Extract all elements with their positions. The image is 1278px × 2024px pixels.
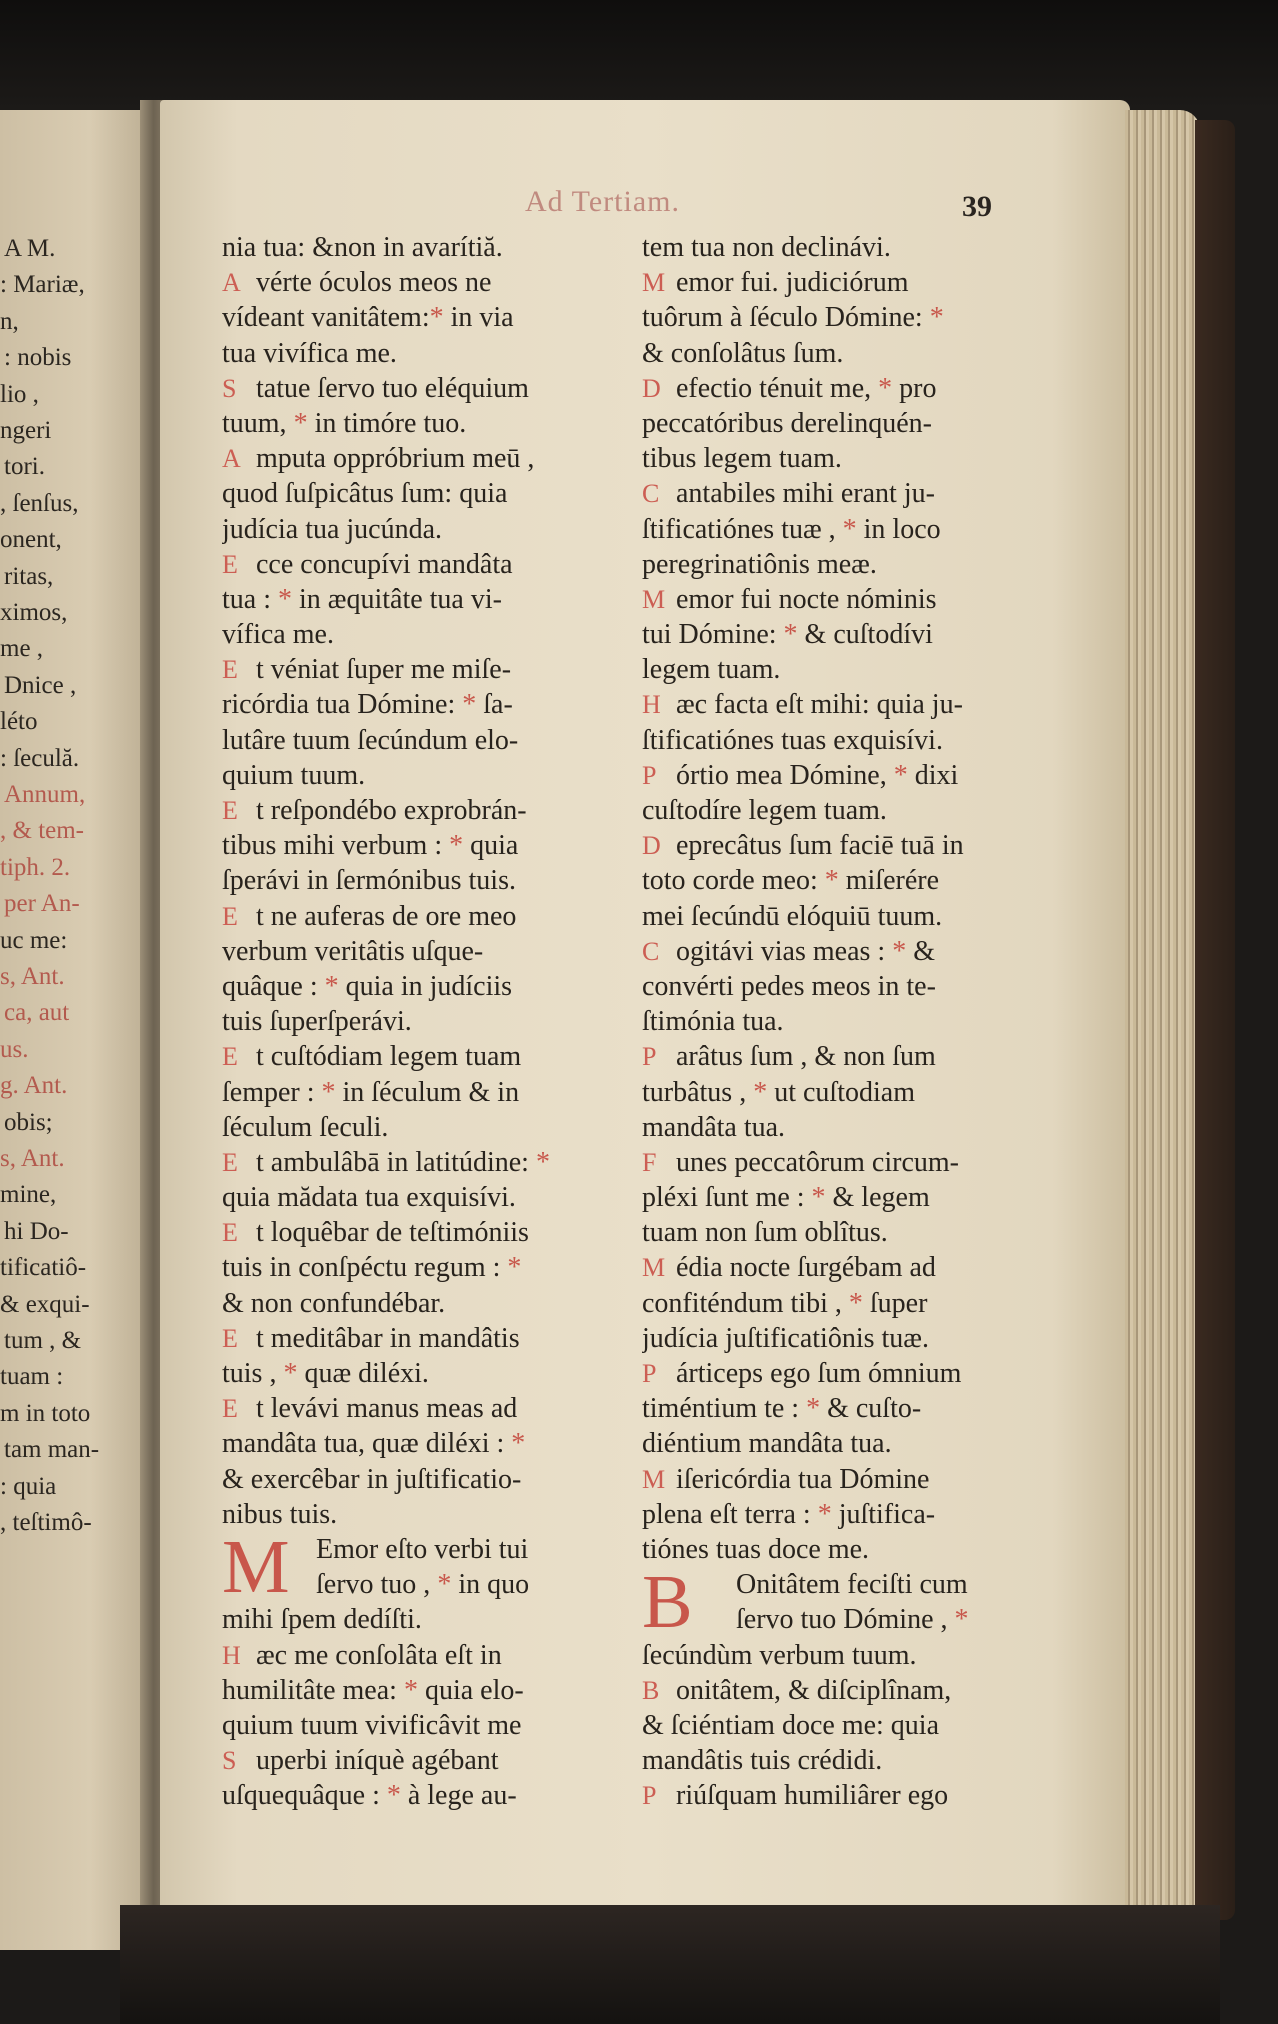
asterisk-mark: * — [403, 1674, 418, 1706]
verse-line: ſtimónia tua. — [642, 1006, 784, 1038]
verse-line: tuis in conſpéctu regum : * — [222, 1252, 522, 1284]
verse-line: mandâtis tuis crédidi. — [642, 1745, 883, 1777]
facing-page-fragment: onent, — [0, 526, 62, 554]
rubric-initial: P — [642, 1359, 657, 1388]
rubric-initial: M — [642, 584, 666, 614]
asterisk-mark: * — [848, 1287, 863, 1319]
verse-line: & exercêbar in juſtificatio- — [222, 1463, 522, 1495]
verse-line: peregrinatiônis meæ. — [642, 548, 877, 580]
asterisk-mark: * — [278, 583, 292, 615]
asterisk-mark: * — [462, 689, 477, 721]
verse-line: vídeant vanitâtem:* in via — [222, 302, 514, 334]
verse-line: & non confundébar. — [222, 1287, 446, 1319]
asterisk-mark: * — [437, 1569, 452, 1601]
facing-page-fragment: us. — [0, 1035, 29, 1063]
facing-page-fragment: uc me: — [0, 926, 68, 954]
asterisk-mark: * — [511, 1428, 526, 1460]
page-edges — [1125, 110, 1200, 1920]
verse-line: diéntium mandâta tua. — [642, 1428, 892, 1460]
book-binding — [1195, 120, 1235, 1920]
verse-line: tuôrum à ſéculo Dómine: * — [642, 302, 944, 334]
verse-line: C ogitávi vias meas : * & — [642, 934, 1062, 969]
verse-line: B onitâtem, & diſciplînam, — [642, 1673, 1062, 1708]
verse-line: A vérte ócυlos meos ne — [222, 265, 632, 300]
verse-line: mihi ſpem dedíſti. — [222, 1604, 422, 1636]
drop-cap: B — [642, 1560, 693, 1645]
facing-page-fragment: ximos, — [0, 599, 68, 626]
facing-page-fragment: m in toto — [0, 1399, 91, 1427]
drop-cap: M — [222, 1524, 290, 1609]
verse-line: convérti pedes meos in te- — [642, 970, 936, 1002]
verse-line: & ſciéntiam doce me: quia — [642, 1709, 940, 1741]
rubric-initial: E — [222, 1394, 238, 1424]
facing-page-fragment: tificatiô- — [0, 1254, 87, 1282]
verse-line: D eprecâtus ſum faciē tuā in — [642, 828, 1062, 863]
facing-page-fragment: obis; — [4, 1108, 53, 1136]
verse-line: & conſolâtus ſum. — [642, 337, 844, 369]
verse-line: ſtificatiónes tuas exquisívi. — [642, 724, 943, 756]
asterisk-mark: * — [824, 865, 839, 897]
verse-line: tuum, * in timóre tuo. — [222, 407, 467, 439]
rubric-initial: H — [642, 690, 661, 720]
rubric-initial: S — [222, 1746, 237, 1776]
bottom-shadow — [120, 1905, 1220, 2024]
verse-line: D efectio ténuit me, * pro — [642, 371, 1062, 406]
verse-line: H æc me conſolâta eſt in — [222, 1638, 632, 1673]
facing-page-fragment: s, Ant. — [0, 1145, 65, 1172]
verse-line: F unes peccatôrum circum- — [642, 1145, 1062, 1180]
facing-page-fragment: ritas, — [4, 562, 54, 590]
rubric-initial: H — [222, 1640, 241, 1670]
asterisk-mark: * — [293, 407, 308, 439]
verse-line: nibus tuis. — [222, 1498, 338, 1530]
verse-line: tem tua non declinávi. — [642, 232, 891, 263]
verse-line: C antabiles mihi erant ju- — [642, 476, 1062, 511]
asterisk-mark: * — [386, 1780, 401, 1812]
rubric-initial: A — [222, 444, 241, 474]
asterisk-mark: * — [892, 935, 907, 967]
rubric-initial: M — [642, 268, 666, 298]
facing-page-fragment: Dnice , — [4, 671, 77, 699]
verse-line: P riúſquam humiliârer ego — [642, 1778, 1062, 1813]
asterisk-mark: * — [449, 830, 464, 862]
asterisk-mark: * — [954, 1604, 969, 1636]
facing-page-fragment: : ſeculă. — [0, 744, 80, 772]
rubric-initial: D — [642, 831, 661, 861]
verse-line: tiónes tuas doce me. — [642, 1533, 870, 1565]
verse-line: tua vivífica me. — [222, 337, 397, 369]
facing-page-fragment: : Mariæ, — [0, 271, 85, 299]
verse-line: M emor fui. judiciórum — [642, 265, 1062, 300]
facing-page-fragment: tori. — [4, 453, 45, 481]
asterisk-mark: * — [811, 1182, 826, 1214]
verse-line: judícia tua jucúnda. — [222, 513, 443, 545]
verse-line: ſéculum ſeculi. — [222, 1111, 389, 1143]
verse-line: timéntium te : * & cuſto- — [642, 1393, 922, 1425]
facing-page-fragment: g. Ant. — [0, 1072, 68, 1100]
rubric-initial: P — [642, 1042, 657, 1072]
verse-line: tibus legem tuam. — [642, 443, 842, 475]
page-number: 39 — [962, 190, 992, 223]
rubric-initial: P — [642, 760, 657, 790]
asterisk-mark: * — [507, 1252, 522, 1284]
asterisk-mark: * — [324, 970, 339, 1002]
verse-line: cuſtodíre legem tuam. — [642, 795, 887, 826]
verse-line: plena eſt terra : * juſtifica- — [642, 1498, 936, 1530]
verse-line: ſervo tuo Dómine , * — [736, 1604, 969, 1636]
verse-line: turbâtus , * ut cuſtodiam — [642, 1076, 915, 1108]
text-column-right — [642, 230, 1062, 1813]
facing-page-fragment: ca, aut — [4, 999, 70, 1027]
facing-page-fragment: A M. — [4, 235, 56, 262]
asterisk-mark: * — [535, 1146, 550, 1178]
verse-line: mei ſecúndū elóquiū tuum. — [642, 900, 943, 932]
verse-line: quium tuum vivificâvit me — [222, 1709, 522, 1741]
verse-line: E t meditâbar in mandâtis — [222, 1321, 632, 1356]
facing-page-fragment: & exqui- — [0, 1290, 90, 1318]
verse-line: E t ne auferas de ore meo — [222, 899, 632, 934]
facing-page-fragment: me , — [0, 635, 44, 663]
asterisk-mark: * — [283, 1358, 298, 1389]
verse-line: M édia nocte ſurgébam ad — [642, 1250, 1062, 1285]
facing-page-fragment: s, Ant. — [0, 963, 65, 990]
rubric-initial: E — [222, 901, 238, 931]
verse-line: humilitâte mea: * quia elo- — [222, 1674, 524, 1706]
rubric-initial: C — [642, 936, 660, 966]
verse-line: tuis , * quæ diléxi. — [222, 1358, 429, 1389]
verse-line: E t véniat ſuper me miſe- — [222, 652, 632, 687]
verse-line: E t ambulâbā in latitúdine: * — [222, 1145, 632, 1180]
verse-line: ſecúndùm verbum tuum. — [642, 1639, 917, 1671]
facing-page-fragment: tuam : — [0, 1363, 64, 1391]
section-opening — [222, 1524, 632, 1609]
facing-page-fragment: , ſenſus, — [0, 489, 79, 517]
rubric-initial: B — [642, 1675, 660, 1705]
verse-line: confiténdum tibi , * ſuper — [642, 1287, 928, 1319]
verse-line: legem tuam. — [642, 654, 781, 686]
asterisk-mark: * — [842, 513, 857, 545]
verse-line: quium tuum. — [222, 759, 366, 791]
verse-line: S tatue ſervo tuo eléquium — [222, 371, 632, 406]
verse-line: nia tua: &non in avarítiă. — [222, 232, 503, 263]
verse-line: S uperbi iníquè agébant — [222, 1743, 632, 1778]
verse-line: P arâtus ſum , & non ſum — [642, 1039, 1062, 1074]
facing-page-fragment: hi Do- — [4, 1217, 69, 1245]
asterisk-mark: * — [929, 302, 944, 334]
verse-line: A mputa oppróbrium meū , — [222, 441, 632, 476]
rubric-initial: E — [222, 1042, 238, 1072]
verse-line: ſperávi in ſermónibus tuis. — [222, 865, 516, 897]
facing-page-fragment: Annum, — [4, 781, 86, 808]
verse-line: P árticeps ego ſum ómnium — [642, 1356, 1062, 1391]
verse-line: E cce concupívi mandâta — [222, 547, 632, 582]
rubric-initial: P — [642, 1781, 657, 1811]
asterisk-mark: * — [817, 1498, 832, 1530]
rubric-initial: M — [642, 1253, 666, 1283]
facing-page-fragment: léto — [0, 708, 38, 736]
facing-page-fragment: : nobis — [4, 344, 72, 372]
verse-line: tua : * in æquitâte tua vi- — [222, 583, 502, 615]
facing-page-fragment: tiph. 2. — [0, 853, 71, 881]
asterisk-mark: * — [806, 1393, 821, 1425]
verse-line: peccatóribus derelinquén- — [642, 407, 932, 439]
facing-page-fragment: tum , & — [4, 1327, 82, 1354]
asterisk-mark: * — [321, 1076, 336, 1108]
verse-line: M iſericórdia tua Dómine — [642, 1462, 1062, 1497]
verse-line: tui Dómine: * & cuſtodívi — [642, 619, 933, 651]
verse-line: E t loquêbar de teſtimóniis — [222, 1215, 632, 1250]
text-column-left — [222, 230, 632, 1813]
verse-line: P órtio mea Dómine, * dixi — [642, 758, 1062, 793]
rubric-initial: E — [222, 1323, 238, 1353]
facing-page-fragment: mine, — [0, 1181, 57, 1209]
facing-page-fragment: n, — [0, 307, 19, 335]
verse-line: toto corde meo: * miſerére — [642, 865, 940, 897]
rubric-initial: M — [642, 1464, 666, 1494]
facing-page-fragment: : quia — [0, 1472, 57, 1500]
asterisk-mark: * — [753, 1076, 768, 1108]
facing-page-fragment: , & tem- — [0, 817, 85, 845]
asterisk-mark: * — [893, 759, 908, 791]
verse-line: Onitâtem feciſti cum — [736, 1569, 968, 1601]
facing-page-fragment: ngeri — [0, 417, 52, 444]
verse-line: verbum veritâtis uſque- — [222, 935, 484, 967]
verse-line: quod ſuſpicâtus ſum: quia — [222, 478, 508, 510]
rubric-initial: E — [222, 655, 238, 685]
verse-line: E t levávi manus meas ad — [222, 1391, 632, 1426]
verse-line: E t cuſtódiam legem tuam — [222, 1039, 632, 1074]
verse-line: M emor fui nocte nóminis — [642, 582, 1062, 617]
verse-line: tuis ſuperſperávi. — [222, 1006, 412, 1038]
running-header: Ad Tertiam. — [525, 185, 680, 218]
rubric-initial: C — [642, 479, 660, 509]
verse-line: uſquequâque : * à lege au- — [222, 1780, 517, 1812]
verse-line: quia mădata tua exquisívi. — [222, 1182, 516, 1214]
verse-line: ſemper : * in ſéculum & in — [222, 1076, 520, 1108]
verse-line: mandâta tua. — [642, 1111, 786, 1143]
verse-line: tuam non ſum oblîtus. — [642, 1217, 888, 1249]
top-shadow — [0, 0, 1278, 110]
verse-line: mandâta tua, quæ diléxi : * — [222, 1428, 526, 1460]
verse-line: E t reſpondébo exprobrán- — [222, 793, 632, 828]
asterisk-mark: * — [429, 302, 444, 334]
asterisk-mark: * — [878, 372, 893, 404]
rubric-initial: D — [642, 373, 661, 403]
verse-line: tibus mihi verbum : * quia — [222, 830, 519, 862]
facing-page-fragment: per An- — [4, 890, 80, 918]
verse-line: vífica me. — [222, 619, 334, 651]
verse-line: pléxi ſunt me : * & legem — [642, 1182, 930, 1214]
verse-line: lutâre tuum ſecúndum elo- — [222, 724, 519, 756]
facing-page-fragment: , teſtimô- — [0, 1509, 92, 1536]
facing-page-fragment: lio , — [0, 380, 39, 408]
verse-line: H æc facta eſt mihi: quia ju- — [642, 687, 1062, 722]
rubric-initial: E — [222, 1218, 238, 1248]
rubric-initial: A — [222, 268, 241, 298]
verse-line: Emor eſto verbi tui — [316, 1533, 529, 1565]
rubric-initial: E — [222, 796, 238, 825]
verse-line: ricórdia tua Dómine: * ſa- — [222, 689, 513, 721]
facing-page-fragment: tam man- — [4, 1436, 100, 1464]
verse-line: judícia juſtificatiônis tuæ. — [642, 1322, 929, 1354]
section-opening — [642, 1560, 1062, 1645]
rubric-initial: F — [642, 1147, 657, 1177]
verse-line: quâque : * quia in judíciis — [222, 970, 513, 1002]
rubric-initial: S — [222, 373, 237, 403]
rubric-initial: E — [222, 549, 238, 579]
asterisk-mark: * — [783, 619, 798, 651]
verse-line: ſtificatiónes tuæ , * in loco — [642, 513, 941, 545]
rubric-initial: E — [222, 1147, 238, 1177]
verse-line: ſervo tuo , * in quo — [316, 1569, 530, 1601]
